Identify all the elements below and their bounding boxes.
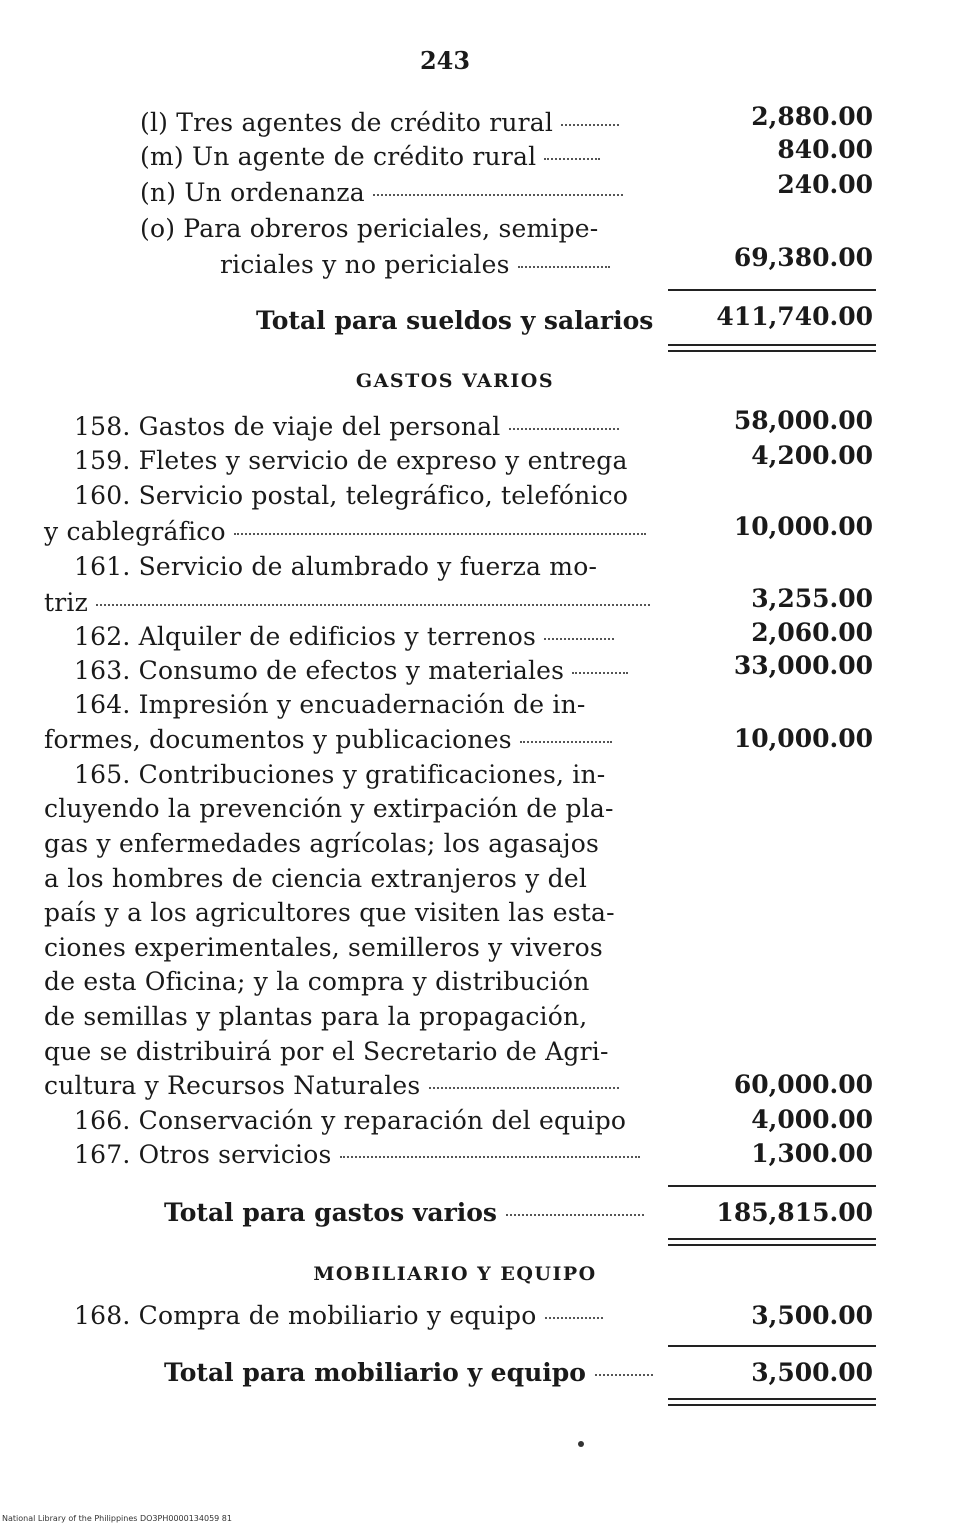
mobiliario-heading: MOBILIARIO Y EQUIPO	[313, 1263, 597, 1285]
gastos-item-165-line10: cultura y Recursos Naturales	[44, 1071, 619, 1100]
salaries-total-amount: 411,740.00	[716, 302, 873, 331]
salary-amount-o: 69,380.00	[733, 243, 873, 272]
total-double-rule	[668, 1238, 876, 1246]
gastos-item-158: 158. Gastos de viaje del personal	[74, 412, 619, 441]
gastos-heading: GASTOS VARIOS	[355, 370, 555, 392]
gastos-item-165-line6: ciones experimentales, semilleros y viveros	[44, 933, 603, 962]
gastos-item-160-line1: 160. Servicio postal, telegráfico, telefónico	[74, 481, 629, 510]
gastos-item-165-line2: cluyendo la prevención y extirpación de pla-	[44, 794, 614, 823]
total-double-rule	[668, 1398, 876, 1406]
gastos-item-165-line8: de semillas y plantas para la propagación,	[44, 1002, 588, 1031]
gastos-item-165-line7: de esta Oficina; y la compra y distribución	[44, 967, 590, 996]
salaries-total-label: Total para sueldos y salarios	[256, 306, 654, 335]
mobiliario-item-168: 168. Compra de mobiliario y equipo	[74, 1301, 603, 1330]
gastos-amount-165: 60,000.00	[733, 1070, 873, 1099]
gastos-total-amount: 185,815.00	[716, 1198, 873, 1227]
gastos-amount-159: 4,200.00	[751, 441, 873, 470]
gastos-item-159: 159. Fletes y servicio de expreso y entrega	[74, 446, 628, 475]
gastos-item-165-line1: 165. Contribuciones y gratificaciones, in-	[74, 760, 606, 789]
gastos-item-164-line2: formes, documentos y publicaciones	[44, 725, 612, 754]
gastos-item-167: 167. Otros servicios	[74, 1140, 640, 1169]
gastos-item-160-line2: y cablegráfico	[44, 517, 646, 546]
salary-item-n: (n) Un ordenanza	[140, 178, 623, 207]
salary-amount-l: 2,880.00	[751, 102, 873, 131]
page-number: 243	[419, 46, 471, 75]
salary-amount-n: 240.00	[777, 170, 873, 199]
gastos-amount-161: 3,255.00	[751, 584, 873, 613]
gastos-item-164-line1: 164. Impresión y encuadernación de in-	[74, 690, 586, 719]
gastos-amount-160: 10,000.00	[733, 512, 873, 541]
gastos-item-166: 166. Conservación y reparación del equipo	[74, 1106, 627, 1135]
salary-item-o-line2: riciales y no periciales	[220, 250, 610, 279]
gastos-item-161-line1: 161. Servicio de alumbrado y fuerza mo-	[74, 552, 598, 581]
gastos-amount-166: 4,000.00	[751, 1105, 873, 1134]
mobiliario-amount-168: 3,500.00	[751, 1301, 873, 1330]
gastos-amount-163: 33,000.00	[733, 651, 873, 680]
gastos-item-162: 162. Alquiler de edificios y terrenos	[74, 622, 614, 651]
footer-credit: National Library of the Philippines DO3PH0000134059 81	[2, 1514, 232, 1523]
subtotal-rule	[668, 1345, 876, 1347]
gastos-item-165-line5: país y a los agricultores que visiten las esta-	[44, 898, 615, 927]
gastos-item-165-line9: que se distribuirá por el Secretario de Agri-	[44, 1037, 609, 1066]
gastos-amount-164: 10,000.00	[733, 724, 873, 753]
ink-speck	[578, 1441, 584, 1447]
gastos-item-161-line2: triz	[44, 588, 650, 617]
gastos-amount-158: 58,000.00	[733, 406, 873, 435]
salary-item-l: (l) Tres agentes de crédito rural	[140, 108, 619, 137]
gastos-amount-162: 2,060.00	[751, 618, 873, 647]
subtotal-rule	[668, 289, 876, 291]
gastos-item-165-line4: a los hombres de ciencia extranjeros y del	[44, 864, 588, 893]
total-double-rule	[668, 344, 876, 352]
salary-item-m: (m) Un agente de crédito rural	[140, 142, 600, 171]
salary-amount-m: 840.00	[777, 135, 873, 164]
salary-item-o-line1: (o) Para obreros periciales, semipe-	[140, 214, 599, 243]
subtotal-rule	[668, 1185, 876, 1187]
gastos-item-163: 163. Consumo de efectos y materiales	[74, 656, 628, 685]
gastos-amount-167: 1,300.00	[751, 1139, 873, 1168]
mobiliario-total-amount: 3,500.00	[751, 1358, 873, 1387]
mobiliario-total-label: Total para mobiliario y equipo	[164, 1358, 653, 1387]
gastos-item-165-line3: gas y enfermedades agrícolas; los agasajos	[44, 829, 600, 858]
gastos-total-label: Total para gastos varios	[164, 1198, 644, 1227]
